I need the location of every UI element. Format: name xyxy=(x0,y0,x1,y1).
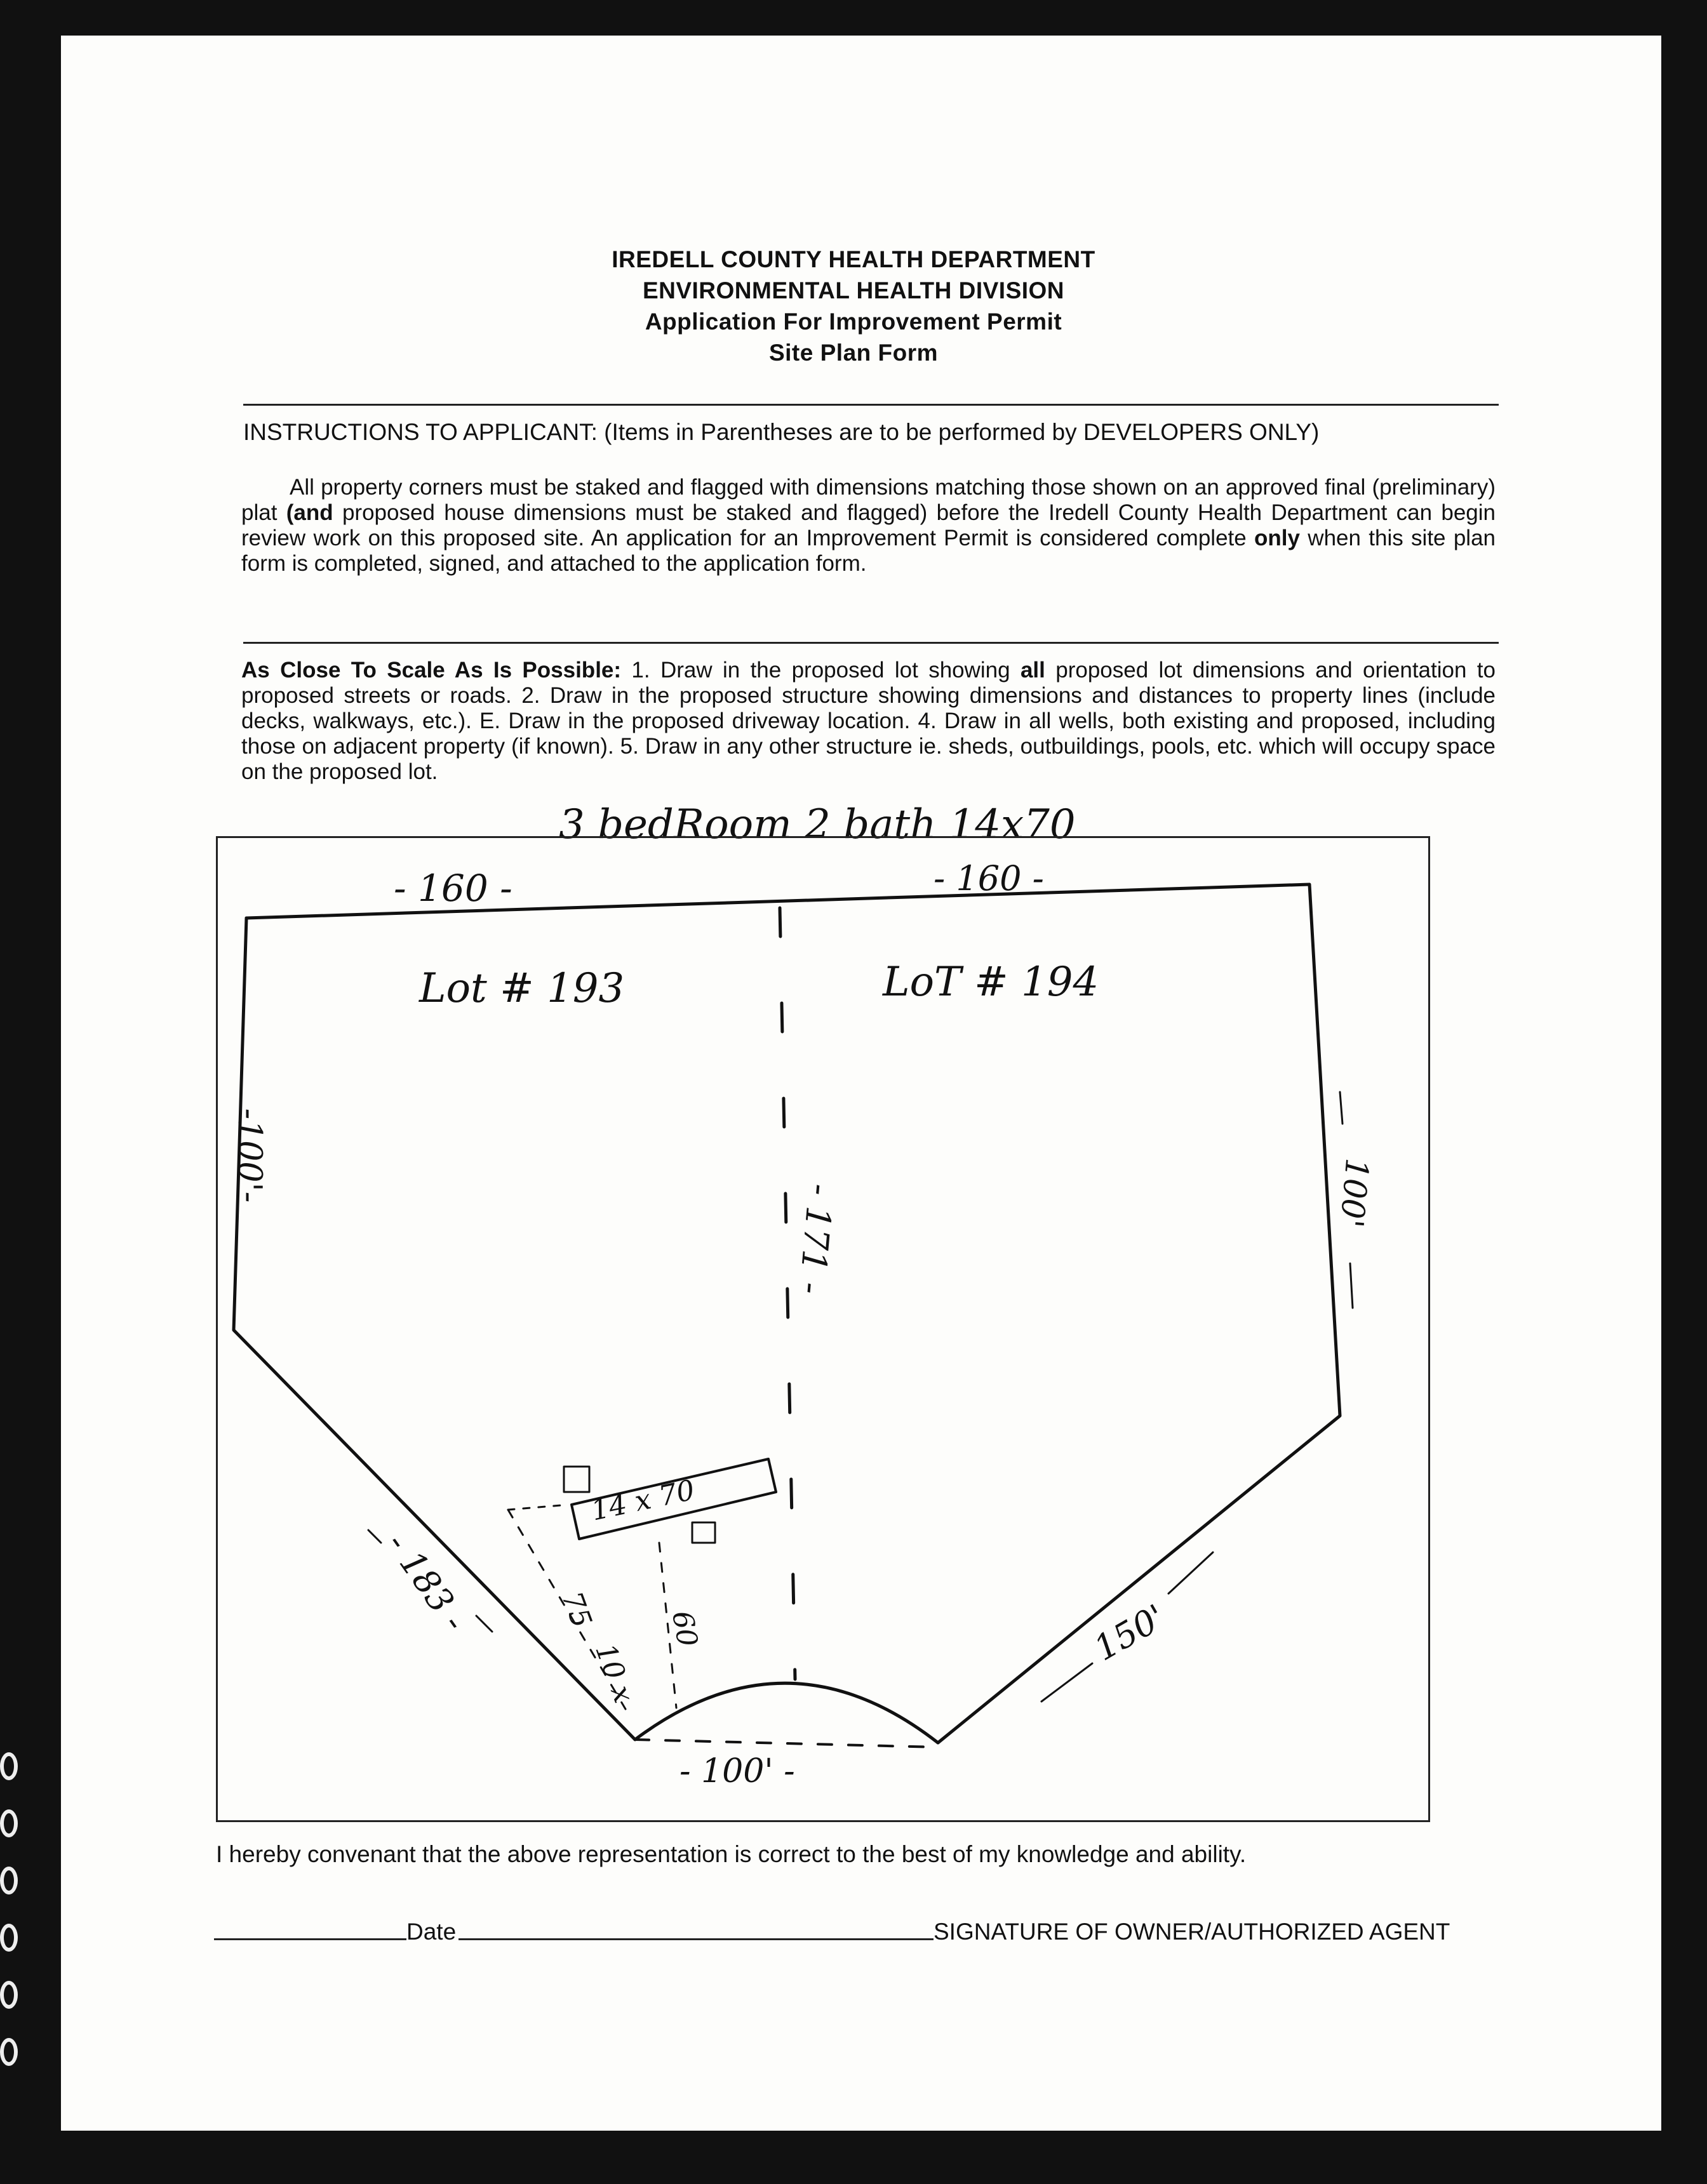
dimension-tick xyxy=(368,1530,381,1543)
dimension-diagonal-right: 150' xyxy=(1087,1596,1172,1669)
handwritten-house-note: 3 bedRoom 2 bath 14x70 xyxy=(559,801,1076,848)
dimension-top-right: - 160 - xyxy=(934,858,1044,898)
setback-label: 75 xyxy=(555,1587,598,1632)
dimension-right-side: 100' xyxy=(1332,1157,1376,1229)
instructions-text: All property corners must be staked and flagged with dimensions matching those shown on an approved final (preliminary) plat xyxy=(241,475,1496,525)
lot-boundary xyxy=(246,884,1340,1743)
instructions-title: INSTRUCTIONS TO APPLICANT: (Items in Parentheses are to be performed by DEVELOPERS ONLY) xyxy=(243,419,1320,445)
dimension-tick xyxy=(1168,1552,1213,1594)
house-label: 14 x 70 xyxy=(588,1474,698,1528)
scale-instructions-bold: all xyxy=(1020,658,1045,682)
porch-box xyxy=(692,1522,715,1543)
dimension-tick xyxy=(1041,1663,1092,1701)
setback-label: 10 x xyxy=(589,1639,640,1707)
dimension-top-left: - 160 - xyxy=(394,867,512,910)
header-form-name: Site Plan Form xyxy=(768,340,939,366)
dimension-tick xyxy=(476,1616,492,1632)
lot-label-left: Lot # 193 xyxy=(419,965,625,1012)
instructions-bold: only xyxy=(1254,526,1300,550)
scale-instructions-lead: As Close To Scale As Is Possible: xyxy=(241,658,622,682)
lot-label-right: LoT # 194 xyxy=(883,959,1099,1006)
certification-statement: I hereby convenant that the above representation is correct to the best of my knowledge and ability. xyxy=(216,1841,1247,1867)
dimension-tick xyxy=(1340,1092,1342,1124)
signature-label: SIGNATURE OF OWNER/AUTHORIZED AGENT xyxy=(934,1919,1450,1945)
date-label: Date xyxy=(406,1919,457,1945)
dimension-center: - 171 - xyxy=(791,1182,841,1296)
signature-line[interactable] xyxy=(459,1938,934,1940)
setback-label: 60 xyxy=(666,1608,704,1649)
setback-line xyxy=(508,1505,568,1510)
instructions-text: when this site plan form is completed, signed, and attached to the application form. xyxy=(241,526,1496,576)
scale-instructions-text: 1. Draw in the proposed lot showing xyxy=(621,658,1021,682)
dimension-left-side: -100'- xyxy=(230,1108,269,1203)
instructions-bold: (and xyxy=(286,500,333,525)
header-application: Application For Improvement Permit xyxy=(645,309,1062,335)
road-line xyxy=(635,1740,938,1747)
dimension-bottom: - 100' - xyxy=(679,1752,795,1790)
header-division: ENVIRONMENTAL HEALTH DIVISION xyxy=(642,277,1065,303)
lot-divider xyxy=(780,908,795,1679)
cul-de-sac xyxy=(635,1683,938,1743)
dimension-diagonal-left: - 183 - xyxy=(378,1525,475,1639)
scale-instructions-text: proposed lot dimensions and orientation to proposed streets or roads. 2. Draw in the proposed structure showing dimensions and distances to property lines (include decks, walkways, etc.). E. Draw in the proposed driveway location. 4. Draw in all wells, both existing and proposed, including those on adjacent property (if known). 5. Draw in any other structure ie. sheds, outbuildings, pools, etc. which will occupy space on the proposed lot. xyxy=(241,658,1496,784)
header-department: IREDELL COUNTY HEALTH DEPARTMENT xyxy=(612,246,1095,272)
dimension-tick xyxy=(1350,1263,1353,1308)
date-line[interactable] xyxy=(214,1938,406,1940)
porch-box xyxy=(564,1467,589,1492)
instructions-text: proposed house dimensions must be staked and flagged) before the Iredell County Health Department can begin review work on this proposed site. An application for an Improvement Permit is considered complete xyxy=(241,500,1496,550)
